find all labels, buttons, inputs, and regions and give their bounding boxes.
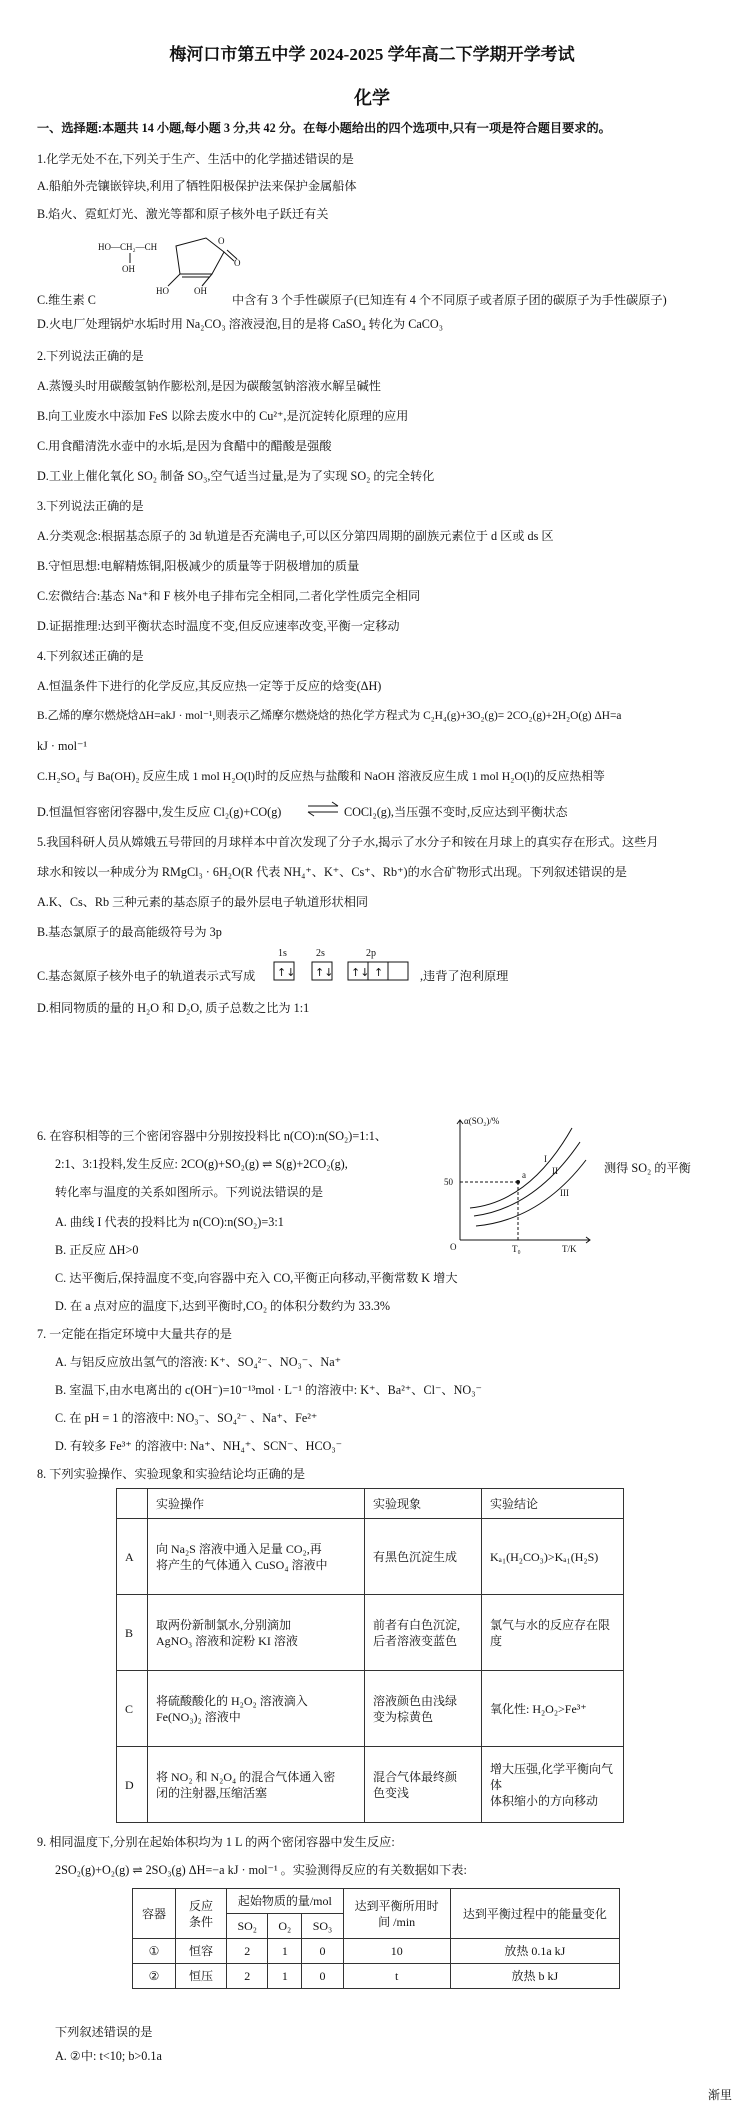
chart-y50: 50 xyxy=(444,1177,453,1187)
exam-subject: 化学 xyxy=(354,88,390,108)
chart-xlabel: T/K xyxy=(562,1244,577,1254)
q8-co: 体积缩小的方向移动 xyxy=(490,1793,599,1808)
q3-option-d: D.证据推理:达到平衡状态时温度不变,但反应速率改变,平衡一定移动 xyxy=(37,619,400,633)
q9-header-vessel: 容器 xyxy=(133,1889,176,1939)
q2-stem: 2.下列说法正确的是 xyxy=(37,349,144,363)
q9-cell: 2 xyxy=(227,1939,268,1964)
orbital-label-2s: 2s xyxy=(316,948,325,959)
section-heading: 一、选择题:本题共 14 小题,每小题 3 分,共 42 分。在每小题给出的四个选项中,只有一项是符合题目要求的。 xyxy=(37,121,611,135)
q1-option-c-prefix: C.维生素 C xyxy=(37,293,96,307)
chart-ylabel: α(SO₂)/% xyxy=(464,1116,500,1126)
svg-text:↑↓: ↑↓ xyxy=(277,966,296,979)
q9-header-cond: 反应条件 xyxy=(176,1889,227,1939)
q9-cell: ① xyxy=(133,1939,176,1964)
q2-option-d: D.工业上催化氧化 SO₂ 制备 SO₃,空气适当过量,是为了实现 SO₂ 的完全转化 xyxy=(37,469,435,483)
q9-sub: O₂ xyxy=(268,1914,302,1939)
q6-option-c: C. 达平衡后,保持温度不变,向容器中充入 CO,平衡正向移动,平衡常数 K 增大 xyxy=(55,1271,458,1285)
q4-stem: 4.下列叙述正确的是 xyxy=(37,649,144,663)
q4-option-c: C.H₂SO₄ 与 Ba(OH)₂ 反应生成 1 mol H₂O(l)时的反应热与盐酸和 NaOH 溶液反应生成 1 mol H₂O(l)的反应热相等 xyxy=(37,769,605,783)
curve-label-i: I xyxy=(544,1154,547,1164)
q8-ph: 前者有白色沉淀, xyxy=(373,1617,461,1632)
svg-text:↑↓: ↑↓ xyxy=(315,966,334,979)
q9-row-2 xyxy=(133,1964,620,1989)
q9-after: 下列叙述错误的是 xyxy=(55,2025,153,2039)
q9-equation: 2SO₂(g)+O₂(g) ⇌ 2SO₃(g) ΔH=−a kJ · mol⁻¹ 。实验测得反应的有关数据如下表: xyxy=(55,1863,467,1877)
q8-ph: 溶液颜色由浅绿 xyxy=(373,1693,458,1708)
q7-option-a: A. 与铝反应放出氢气的溶液: K⁺、SO₄²⁻、NO₃⁻、Na⁺ xyxy=(55,1355,342,1369)
q8-op: 闭的注射器,压缩活塞 xyxy=(156,1785,268,1800)
q8-opt: B xyxy=(117,1595,148,1671)
q8-ph: 混合气体最终颜 xyxy=(373,1769,458,1784)
q5-option-d: D.相同物质的量的 H₂O 和 D₂O, 质子总数之比为 1:1 xyxy=(37,1001,310,1015)
q2-option-a: A.蒸馒头时用碳酸氢钠作膨松剂,是因为碳酸氢钠溶液水解呈碱性 xyxy=(37,379,381,393)
q9-table xyxy=(132,1888,620,1989)
q9-row-1 xyxy=(133,1939,620,1964)
chart-origin: O xyxy=(450,1242,457,1252)
q6-option-b: B. 正反应 ΔH>0 xyxy=(55,1243,139,1257)
q8-header: 实验操作 xyxy=(148,1489,365,1519)
q7-option-c: C. 在 pH = 1 的溶液中: NO₃⁻、SO₄²⁻ 、Na⁺、Fe²⁺ xyxy=(55,1411,318,1425)
chart-point-a: a xyxy=(522,1170,526,1180)
q8-opt: D xyxy=(117,1747,148,1823)
curve-label-iii: III xyxy=(560,1188,569,1198)
q9-sub: SO₂ xyxy=(227,1914,268,1939)
q9-stem: 9. 相同温度下,分别在起始体积均为 1 L 的两个密闭容器中发生反应: xyxy=(37,1835,395,1849)
q4-option-b-unit: kJ · mol⁻¹ xyxy=(37,739,88,753)
svg-text:O: O xyxy=(218,236,225,246)
q5-option-a: A.K、Cs、Rb 三种元素的基态原子的最外层电子轨道形状相同 xyxy=(37,895,369,909)
q9-cell: 0 xyxy=(302,1964,343,1989)
q8-ph: 后者溶液变蓝色 xyxy=(373,1633,458,1648)
q9-cell: 1 xyxy=(268,1939,302,1964)
svg-text:HO—CH₂—CH: HO—CH₂—CH xyxy=(98,242,158,252)
q5-option-c-suffix: ,违背了泡利原理 xyxy=(420,969,509,983)
q4-option-a: A.恒温条件下进行的化学反应,其反应热一定等于反应的焓变(ΔH) xyxy=(37,679,382,693)
q8-ph: 色变浅 xyxy=(373,1785,410,1800)
svg-text:OH: OH xyxy=(122,264,135,274)
q8-header: 实验现象 xyxy=(365,1489,482,1519)
q3-option-a: A.分类观念:根据基态原子的 3d 轨道是否充满电子,可以区分第四周期的副族元素位于 d 区或 ds 区 xyxy=(37,529,554,543)
svg-text:O: O xyxy=(234,258,241,268)
q8-opt: A xyxy=(117,1519,148,1595)
q8-co: 氯气与水的反应存在限度 xyxy=(490,1617,611,1648)
q9-cell: ② xyxy=(133,1964,176,1989)
q8-co: Kₐ₁(H₂CO₃)>Kₐ₁(H₂S) xyxy=(490,1549,599,1564)
q4-option-d-prefix: D.恒温恒容密闭容器中,发生反应 Cl₂(g)+CO(g) xyxy=(37,805,282,819)
q1-stem: 1.化学无处不在,下列关于生产、生活中的化学描述错误的是 xyxy=(37,152,354,166)
q1-option-d: D.火电厂处理锅炉水垢时用 Na₂CO₃ 溶液浸泡,目的是将 CaSO₄ 转化为 CaCO₃ xyxy=(37,317,443,331)
q8-row-d xyxy=(117,1747,624,1823)
svg-text:OH: OH xyxy=(194,286,207,296)
q8-row-a xyxy=(117,1519,624,1595)
q8-ph: 有黑色沉淀生成 xyxy=(373,1549,458,1564)
q9-cell: 放热 0.1a kJ xyxy=(450,1939,619,1964)
q6-option-a: A. 曲线 I 代表的投料比为 n(CO):n(SO₂)=3:1 xyxy=(55,1215,284,1229)
q9-cell: 2 xyxy=(227,1964,268,1989)
q9-option-a: A. ②中: t<10; b>0.1a xyxy=(55,2049,162,2063)
exam-title: 梅河口市第五中学 2024-2025 学年高二下学期开学考试 xyxy=(169,45,575,64)
orbital-diagram xyxy=(268,946,418,986)
q8-op: 取两份新制氯水,分别滴加 xyxy=(156,1617,292,1632)
q1-option-a: A.船舶外壳镶嵌锌块,利用了牺牲阳极保护法来保护金属船体 xyxy=(37,179,357,193)
q8-op: AgNO₃ 溶液和淀粉 KI 溶液 xyxy=(156,1633,298,1648)
q6-side-note: 测得 SO₂ 的平衡 xyxy=(604,1161,691,1175)
page-footer: 渐里 xyxy=(707,2088,732,2102)
q9-cell: 恒压 xyxy=(176,1964,227,1989)
q9-header-energy: 达到平衡过程中的能量变化 xyxy=(450,1889,619,1939)
q6-option-d: D. 在 a 点对应的温度下,达到平衡时,CO₂ 的体积分数约为 33.3% xyxy=(55,1299,390,1313)
q9-sub: SO₃ xyxy=(302,1914,343,1939)
q8-row-b xyxy=(117,1595,624,1671)
q5-option-c-prefix: C.基态氮原子核外电子的轨道表示式写成 xyxy=(37,969,256,983)
q9-header-start: 起始物质的量/mol xyxy=(227,1889,344,1914)
q9-cell: 放热 b kJ xyxy=(450,1964,619,1989)
q7-option-d: D. 有较多 Fe³⁺ 的溶液中: Na⁺、NH₄⁺、SCN⁻、HCO₃⁻ xyxy=(55,1439,343,1453)
q7-option-b: B. 室温下,由水电离出的 c(OH⁻)=10⁻¹³mol · L⁻¹ 的溶液中: K⁺、Ba²⁺、Cl⁻、NO₃⁻ xyxy=(55,1383,482,1397)
q8-opt: C xyxy=(117,1671,148,1747)
q8-op: 将硫酸酸化的 H₂O₂ 溶液滴入 xyxy=(156,1693,308,1708)
orbital-label-1s: 1s xyxy=(278,948,287,959)
chart-t0: T₀ xyxy=(512,1244,521,1254)
q8-op: 将 NO₂ 和 N₂O₄ 的混合气体通入密 xyxy=(156,1769,336,1784)
q8-table xyxy=(116,1488,624,1823)
orbital-label-2p: 2p xyxy=(366,948,376,959)
q3-option-b: B.守恒思想:电解精炼铜,阳极减少的质量等于阴极增加的质量 xyxy=(37,559,360,573)
q9-cell: 0 xyxy=(302,1939,343,1964)
q4-option-b: B.乙烯的摩尔燃烧焓ΔH=akJ · mol⁻¹,则表示乙烯摩尔燃烧焓的热化学方程式为 C₂H₄(g)+3O₂(g)= 2CO₂(g)+2H₂O(g) ΔH=a xyxy=(37,710,622,722)
q1-option-c-suffix: 中含有 3 个手性碳原子(已知连有 4 个不同原子或者原子团的碳原子为手性碳原子) xyxy=(232,293,667,307)
q5-option-b: B.基态氯原子的最高能级符号为 3p xyxy=(37,925,222,939)
q3-option-c: C.宏微结合:基态 Na⁺和 F 核外电子排布完全相同,二者化学性质完全相同 xyxy=(37,589,421,603)
q9-cell: 恒容 xyxy=(176,1939,227,1964)
q8-header: 实验结论 xyxy=(482,1489,624,1519)
q8-header-row xyxy=(117,1489,624,1519)
q8-ph: 变为棕黄色 xyxy=(373,1709,434,1724)
q8-op: 将产生的气体通入 CuSO₄ 溶液中 xyxy=(156,1557,328,1572)
q7-stem: 7. 一定能在指定环境中大量共存的是 xyxy=(37,1327,232,1341)
q8-co: 增大压强,化学平衡向气体 xyxy=(490,1761,614,1792)
q9-cell: 1 xyxy=(268,1964,302,1989)
q6-stem-line2: 2:1、3:1投料,发生反应: 2CO(g)+SO₂(g) ⇌ S(g)+2CO₂(g), xyxy=(55,1157,348,1171)
q6-stem-line3: 转化率与温度的关系如图所示。下列说法错误的是 xyxy=(55,1185,324,1199)
curve-label-ii: II xyxy=(552,1166,558,1176)
point-a xyxy=(516,1180,520,1184)
svg-text:↑: ↑ xyxy=(374,966,384,979)
q9-cell: 10 xyxy=(343,1939,450,1964)
q1-option-b: B.焰火、霓虹灯光、激光等都和原子核外电子跃迁有关 xyxy=(37,207,329,221)
q5-stem-line2: 球水和铵以一种成分为 RMgCl₃ · 6H₂O(R 代表 NH₄⁺、K⁺、Cs⁺、Rb⁺)的水合矿物形式出现。下列叙述错误的是 xyxy=(37,865,627,879)
q9-header-row xyxy=(133,1889,620,1914)
q6-conversion-chart xyxy=(440,1112,600,1254)
q8-co: 氧化性: H₂O₂>Fe³⁺ xyxy=(490,1701,587,1716)
q8-stem: 8. 下列实验操作、实验现象和实验结论均正确的是 xyxy=(37,1467,306,1481)
vitamin-c-structure xyxy=(96,228,246,298)
q8-row-c xyxy=(117,1671,624,1747)
q3-stem: 3.下列说法正确的是 xyxy=(37,499,144,513)
q8-op: Fe(NO₃)₂ 溶液中 xyxy=(156,1709,241,1724)
svg-text:↑↓: ↑↓ xyxy=(351,966,370,979)
q9-header-time: 达到平衡所用时间 /min xyxy=(343,1889,450,1939)
q8-op: 向 Na₂S 溶液中通入足量 CO₂,再 xyxy=(156,1541,322,1556)
q4-option-d-suffix: COCl₂(g),当压强不变时,反应达到平衡状态 xyxy=(344,805,568,819)
q9-cell: t xyxy=(343,1964,450,1989)
q2-option-b: B.向工业废水中添加 FeS 以除去废水中的 Cu²⁺,是沉淀转化原理的应用 xyxy=(37,409,409,423)
svg-text:HO: HO xyxy=(156,286,169,296)
q5-stem-line1: 5.我国科研人员从嫦娥五号带回的月球样本中首次发现了分子水,揭示了水分子和铵在月球上的真实存在形式。这些月 xyxy=(37,835,659,849)
reversible-arrow-icon xyxy=(306,798,340,820)
curve-ii xyxy=(474,1142,580,1216)
q6-stem-line1: 6. 在容积相等的三个密闭容器中分别按投料比 n(CO):n(SO₂)=1:1、 xyxy=(37,1129,387,1143)
q2-option-c: C.用食醋清洗水壶中的水垢,是因为食醋中的醋酸是强酸 xyxy=(37,439,332,453)
